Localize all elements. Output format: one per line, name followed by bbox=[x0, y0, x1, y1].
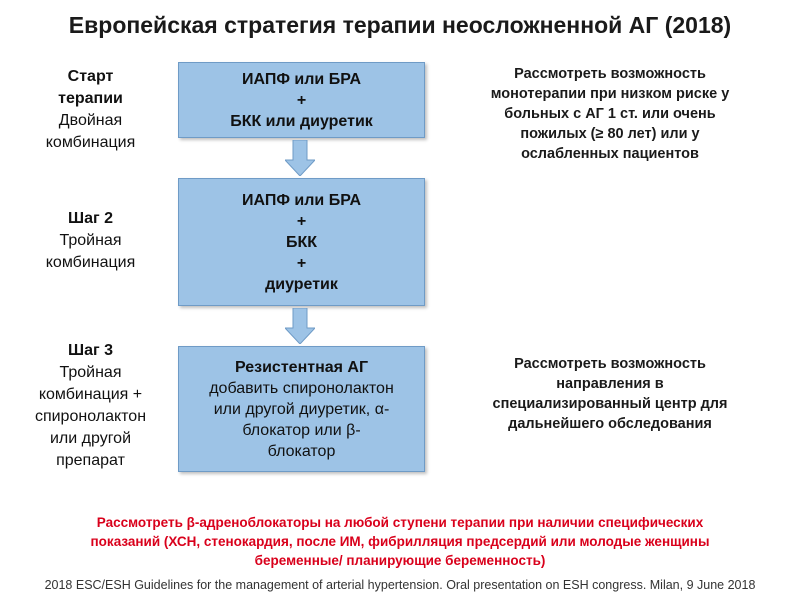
box-line: блокатор bbox=[267, 442, 336, 460]
note-line: специализированный центр для bbox=[492, 396, 728, 412]
box-line: + bbox=[296, 212, 307, 230]
note-line: пожилых (≥ 80 лет) или у bbox=[520, 126, 700, 142]
note-line: направления в bbox=[556, 376, 664, 392]
step-label-line: комбинация bbox=[45, 254, 136, 271]
step-label-line: Двойная bbox=[58, 112, 123, 129]
box-line: добавить спиронолактон bbox=[209, 379, 394, 397]
box-line: или другой диуретик, α- bbox=[213, 400, 390, 418]
box-line: БКК или диуретик bbox=[230, 112, 373, 130]
step-label-line: Тройная bbox=[59, 232, 122, 249]
bottom-note-line: Рассмотреть β-адреноблокаторы на любой ступени терапии при наличии специфических bbox=[96, 515, 704, 530]
page-title: Европейская стратегия терапии неосложненной АГ (2018) bbox=[68, 12, 732, 38]
step-label-line: препарат bbox=[56, 452, 125, 469]
step-label-line: Старт bbox=[67, 68, 114, 85]
note-line: ослабленных пациентов bbox=[521, 146, 699, 162]
bottom-note-line: беременные/ планирующие беременность) bbox=[254, 553, 546, 568]
step-label-line: спиронолактон bbox=[34, 408, 147, 425]
step-label-line: Шаг 2 bbox=[68, 210, 113, 227]
step-label-line: комбинация bbox=[45, 134, 136, 151]
step-label-line: Шаг 3 bbox=[68, 342, 113, 359]
step-label-line: или другой bbox=[49, 430, 132, 447]
note-line: Рассмотреть возможность bbox=[514, 356, 706, 372]
bottom-note-line: показаний (ХСН, стенокардия, после ИМ, фибрилляция предсердий или молодые женщины bbox=[90, 534, 710, 549]
down-arrow-icon bbox=[285, 308, 315, 344]
box-line: ИАПФ или БРА bbox=[241, 191, 362, 209]
note-line: дальнейшего обследования bbox=[508, 416, 712, 432]
note-line: монотерапии при низком риске у bbox=[490, 86, 730, 102]
step-label-line: комбинация + bbox=[38, 386, 143, 403]
box-line: + bbox=[296, 254, 307, 272]
box-line: ИАПФ или БРА bbox=[241, 70, 362, 88]
step-label-line: Тройная bbox=[59, 364, 122, 381]
source-footer: 2018 ESC/ESH Guidelines for the management of arterial hypertension. Oral presentation on ESH congress. Milan, 9 June 2018 bbox=[44, 578, 756, 592]
step-box-2 bbox=[178, 178, 425, 306]
referral-note bbox=[450, 354, 770, 434]
monotherapy-note bbox=[450, 64, 770, 164]
box-line: БКК bbox=[285, 233, 318, 251]
step-label-line: терапии bbox=[58, 90, 123, 107]
beta-blocker-note bbox=[30, 513, 770, 570]
box-line: Резистентная АГ bbox=[234, 358, 369, 376]
step-label-3 bbox=[18, 340, 163, 472]
note-line: больных с АГ 1 ст. или очень bbox=[504, 106, 716, 122]
box-line: диуретик bbox=[265, 275, 338, 293]
step-label-start bbox=[18, 66, 163, 154]
step-label-2 bbox=[18, 208, 163, 274]
box-line: блокатор или β- bbox=[242, 421, 361, 439]
box-line: + bbox=[296, 91, 307, 109]
step-box-3 bbox=[178, 346, 425, 472]
down-arrow-icon bbox=[285, 140, 315, 176]
note-line: Рассмотреть возможность bbox=[514, 66, 706, 82]
step-box-start bbox=[178, 62, 425, 138]
